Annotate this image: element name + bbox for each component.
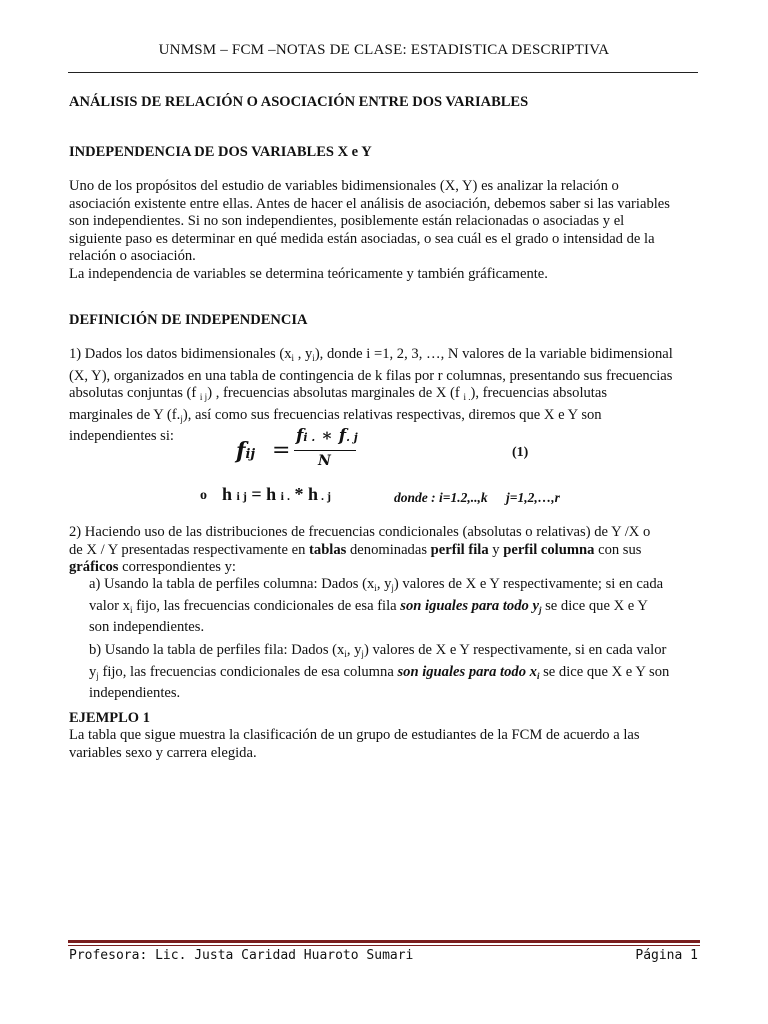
subscript: i: [129, 604, 133, 615]
def2-bold: perfil columna: [503, 541, 595, 558]
intro-last-line: La independencia de variables se determina teóricamente y también gráficamente.: [69, 265, 548, 282]
intro-line: son independientes. Si no son independientes, posiblemente están relacionadas o asociadas y el: [69, 213, 625, 230]
formula-num-b-sub: . j: [346, 431, 358, 444]
subscript: j: [180, 413, 183, 424]
footer-author: Profesora: Lic. Justa Caridad Huaroto Sumari: [69, 948, 414, 963]
subscript: i: [344, 649, 347, 659]
def2-bold: perfil fila: [430, 541, 489, 558]
formula2-j-range: j=1,2,…,r: [506, 490, 560, 505]
def2-text: correspondientes y:: [118, 559, 236, 576]
example-paragraph: [69, 727, 699, 762]
def1-text: 1) Dados los datos bidimensionales (x: [69, 346, 292, 362]
definition-1-paragraph: [69, 346, 699, 446]
example-title: EJEMPLO 1: [69, 710, 150, 726]
item-a-emphasis: son iguales para todo y: [400, 597, 539, 614]
subscript: j: [361, 649, 364, 659]
formula-number: (1): [512, 445, 529, 460]
intro-line: Uno de los propósitos del estudio de variables bidimensionales (X, Y) es analizar la relación o: [69, 178, 619, 194]
def1-line: independientes si:: [69, 428, 174, 445]
def2-line: 2) Haciendo uso de las distribuciones de frecuencias condicionales (absolutas o relativas) de Y /X o: [69, 524, 651, 540]
intro-paragraph: [69, 178, 699, 284]
definition-2-paragraph: [69, 524, 699, 577]
independence-title: INDEPENDENCIA DE DOS VARIABLES X e Y: [69, 144, 372, 160]
item-b-text: , y: [346, 642, 362, 658]
item-b-text: se dice que X e Y son: [539, 663, 670, 680]
def2-bold: tablas: [309, 541, 347, 558]
item-a-text: se dice que X e Y: [541, 597, 648, 614]
equals: =: [251, 484, 262, 504]
formula-denominator: N: [318, 453, 331, 469]
def2-text: de X / Y presentadas respectivamente en: [69, 541, 310, 558]
formula-op: ∗: [321, 426, 333, 446]
subscript: j: [538, 604, 542, 615]
def1-text: ), así como sus frecuencias relativas respectivas, diremos que X e Y son: [182, 406, 602, 423]
h-symbol: h: [222, 484, 233, 504]
item-a-text: son independientes.: [89, 619, 205, 636]
example-line: variables sexo y carrera elegida.: [69, 744, 257, 761]
def2-text: y: [488, 541, 504, 558]
footer-divider-thin: [68, 945, 700, 946]
fraction-bar: [294, 450, 356, 451]
def1-text: marginales de Y (f.: [69, 406, 181, 423]
subscript: i: [536, 670, 540, 681]
item-b-text: ) valores de X e Y respectivamente, si en cada valor: [363, 642, 667, 658]
def1-text: , y: [294, 346, 313, 362]
h-symbol: h: [266, 484, 277, 504]
item-a-text: a) Usando la tabla de perfiles columna: Dados (x: [89, 576, 375, 592]
star: *: [294, 484, 304, 504]
subscript: i j: [199, 392, 208, 403]
item-b-text: y: [89, 663, 97, 680]
intro-line: relación o asociación.: [69, 248, 196, 265]
formula2-donde: donde : i=1.2,..,k: [394, 490, 488, 505]
item-a: [89, 576, 701, 637]
def1-text: absolutas conjuntas (f: [69, 385, 197, 402]
item-b-text: independientes.: [89, 685, 181, 702]
formula-num-b: f: [338, 426, 347, 446]
footer-divider-thick: [68, 940, 700, 943]
item-a-text: valor x: [89, 597, 130, 614]
item-b: [89, 642, 701, 703]
formula-lhs: f: [236, 438, 246, 464]
subscript: i: [374, 583, 377, 593]
formula-fij: [236, 426, 376, 476]
header-divider: [68, 72, 698, 73]
item-a-text: ) valores de X e Y respectivamente; si en cada: [393, 576, 664, 592]
example-line: La tabla que sigue muestra la clasificación de un grupo de estudiantes de la FCM de acuerdo a las: [69, 727, 640, 743]
def1-text: ), donde i =1, 2, 3, …, N valores de la variable bidimensional: [314, 346, 673, 362]
def2-bold: gráficos: [69, 559, 119, 576]
footer-page-number: Página 1: [635, 948, 698, 963]
formula-num-a: f: [296, 426, 304, 446]
h-sub: i .: [280, 489, 290, 503]
intro-line: asociación existente entre ellas. Antes de hacer el análisis de asociación, debemos saber si las variables: [69, 195, 670, 212]
formula-lhs-sub: ij: [245, 447, 256, 462]
def2-text: con sus: [594, 541, 642, 558]
subscript: j: [96, 670, 99, 681]
formula-num-a-sub: i .: [303, 431, 316, 444]
subscript: i: [291, 353, 295, 363]
h-symbol: h: [307, 484, 318, 504]
def1-text: ), frecuencias absolutas: [470, 385, 608, 402]
def1-text: ) , frecuencias absolutas marginales de X (f: [207, 385, 460, 402]
item-b-text: fijo, las frecuencias condicionales de esa columna: [98, 663, 398, 680]
subscript: j: [391, 583, 394, 593]
formula-equals: =: [272, 438, 291, 463]
page-header: UNMSM – FCM –NOTAS DE CLASE: ESTADISTICA DESCRIPTIVA: [158, 42, 610, 58]
item-a-text: fijo, las frecuencias condicionales de esa fila: [132, 597, 401, 614]
subscript: i .: [463, 392, 471, 403]
def2-text: denominadas: [346, 541, 431, 558]
formula-hij: [222, 484, 331, 505]
subscript: i: [312, 353, 315, 363]
h-sub: . j: [321, 489, 331, 503]
main-title: ANÁLISIS DE RELACIÓN O ASOCIACIÓN ENTRE DOS VARIABLES: [69, 94, 529, 110]
item-b-text: b) Usando la tabla de perfiles fila: Dados (x: [89, 642, 345, 658]
item-a-text: , y: [376, 576, 392, 592]
formula2-o: o: [200, 488, 207, 503]
def1-line: (X, Y), organizados en una tabla de contingencia de k filas por r columnas, presentando sus frecuencias: [69, 367, 673, 384]
intro-line: siguiente paso es determinar en qué medida están asociadas, o sea cuál es el grado o intensidad de la: [69, 230, 655, 247]
item-b-emphasis: son iguales para todo x: [397, 663, 537, 680]
h-sub: i j: [236, 489, 247, 503]
definition-title: DEFINICIÓN DE INDEPENDENCIA: [69, 312, 308, 328]
